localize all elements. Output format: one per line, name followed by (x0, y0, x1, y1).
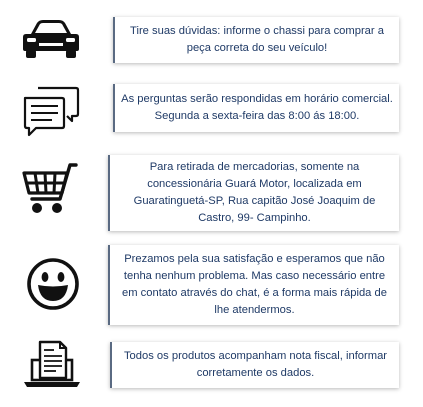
car-icon (20, 18, 82, 60)
info-row-satisfaction (0, 243, 423, 328)
info-row-invoice (0, 336, 423, 396)
info-text-pickup: Para retirada de mercadorias, somente na concessionária Guará Motor, localizada em Guaratinguetá-SP, Rua capitão José Joaquim de Castro, 99- Campinho. (133, 161, 376, 224)
info-row-hours (0, 80, 423, 148)
info-text-hours: As perguntas serão respondidas em horário comercial. Segunda a sexta-feira das 8:00 ás 18:00. (121, 93, 393, 122)
info-text-satisfaction: Prezamos pela sua satisfação e esperamos que não tenha nenhum problema. Mas caso necessário entre em contato através do chat, é a forma mais rápida de lhe atendermos. (122, 253, 387, 316)
info-box-invoice (110, 342, 399, 388)
info-text-invoice: Todos os produtos acompanham nota fiscal, informar corretamente os dados. (123, 350, 388, 379)
info-row-pickup (0, 155, 423, 235)
chat-bubbles-icon (22, 84, 80, 140)
invoice-laptop-icon (22, 340, 82, 390)
shopping-cart-icon (20, 161, 84, 217)
info-text-chassis: Tire suas dúvidas: informe o chassi para comprar a peça correta do seu veículo! (130, 25, 384, 54)
info-box-hours (113, 84, 399, 132)
smiley-face-icon (26, 257, 80, 311)
info-row-chassis (0, 0, 423, 75)
info-box-satisfaction (108, 245, 399, 325)
info-box-pickup (108, 155, 399, 231)
info-box-chassis (113, 17, 399, 63)
